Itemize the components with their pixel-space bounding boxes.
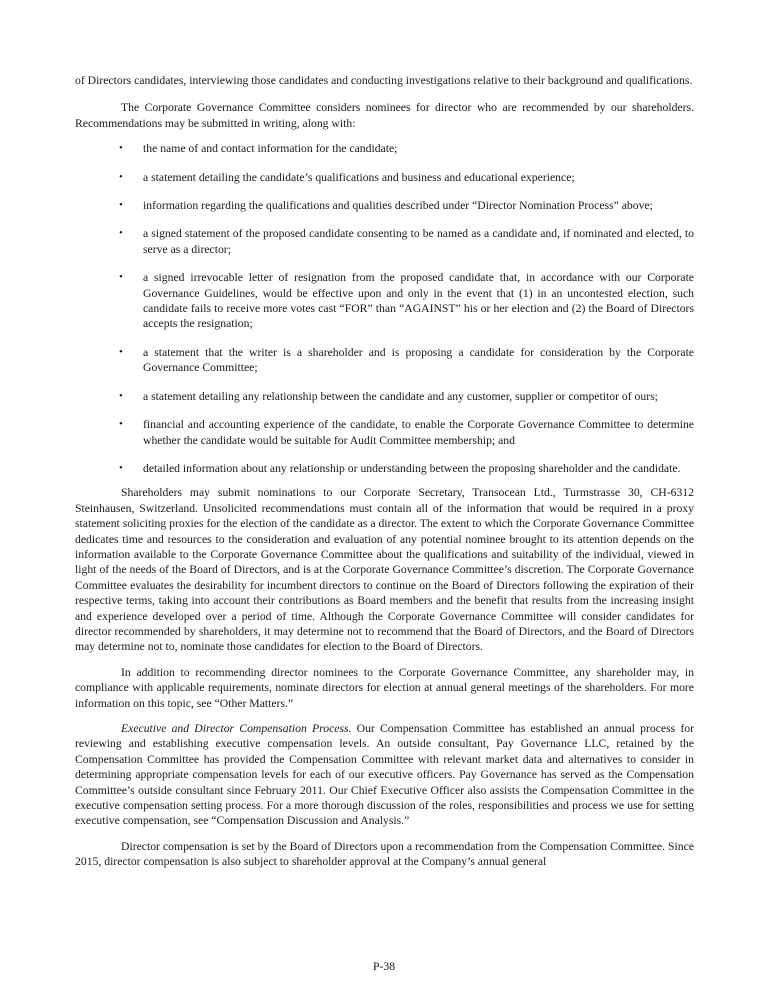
recommendation-requirements-list [75, 141, 694, 476]
document-page [75, 73, 694, 880]
list-item [75, 389, 694, 404]
page-number: P-38 [372, 960, 396, 973]
list-item [75, 141, 694, 156]
list-item [75, 345, 694, 376]
bullet-icon: • [119, 227, 123, 240]
list-item [75, 226, 694, 257]
list-item [75, 461, 694, 476]
list-item-text: a signed irrevocable letter of resignation from the proposed candidate that, in accordance with our Corporate Governance Guidelines, would be effective upon and only in the event that (1) in an uncontested election, such candidate fails to receive more votes cast “FOR” than “AGAINST” his or her election and (2) the Board of Directors accepts the resignation; [143, 271, 694, 331]
list-item-text: the name of and contact information for the candidate; [143, 142, 398, 156]
bullet-icon: • [119, 271, 123, 284]
list-item [75, 198, 694, 213]
compensation-body-text: Our Compensation Committee has established an annual process for reviewing and establishing executive compensation levels. An outside consultant, Pay Governance LLC, retained by the Compensation Committee has provided the Compensation Committee with relevant market data and alternatives to consider in determining appropriate compensation levels for each of our executive officers. Pay Governance has served as the Compensation Committee’s outside consultant since February 2011. Our Chief Executive Officer also assists the Compensation Committee in the executive compensation setting process. For a more thorough discussion of the roles, responsibilities and process we use for setting executive compensation, see “Compensation Discussion and Analysis.” [75, 722, 695, 828]
paragraph-shareholder-recommendations: The Corporate Governance Committee considers nominees for director who are recommended by our shareholders. Recommendations may be submitted in writing, along with: [75, 101, 694, 130]
paragraph-continuation: of Directors candidates, interviewing those candidates and conducting investigations relative to their background and qualifications. [75, 74, 693, 87]
list-item [75, 417, 694, 448]
list-item-text: detailed information about any relationship or understanding between the proposing shareholder and the candidate. [143, 461, 681, 475]
bullet-icon: • [119, 199, 123, 212]
list-item [75, 270, 694, 332]
list-item-text: a statement that the writer is a shareholder and is proposing a candidate for consideration by the Corporate Governance Committee; [143, 345, 694, 375]
paragraph-additional-nominations: In addition to recommending director nominees to the Corporate Governance Committee, any shareholder may, in compliance with applicable requirements, nominate directors for election at annual general meetings of the shareholders. For more information on this topic, see “Other Matters.” [75, 665, 694, 710]
paragraph-nominations: Shareholders may submit nominations to our Corporate Secretary, Transocean Ltd., Turmstrasse 30, CH-6312 Steinhausen, Switzerland. Unsolicited recommendations must contain all of the information that would be required in a proxy statement soliciting proxies for the election of the candidate as a director. The extent to which the Corporate Governance Committee dedicates time and resources to the consideration and evaluation of any potential nominee brought to its attention depends on the information available to the Corporate Governance Committee about the qualifications and suitability of the individual, viewed in light of the needs of the Board of Directors, and is at the Corporate Governance Committee’s discretion. The Corporate Governance Committee evaluates the desirability for incumbent directors to continue on the Board of Directors following the expiration of their respective terms, taking into account their contributions as Board members and the benefit that results from the increasing insight and experience developed over a period of time. Although the Corporate Governance Committee will consider candidates for director recommended by shareholders, it may determine not to recommend that the Board of Directors, and the Board of Directors may determine not to, nominate those candidates for election to the Board of Directors. [75, 486, 695, 654]
paragraph-compensation-process [75, 721, 694, 829]
bullet-icon: • [119, 142, 123, 155]
list-item-text: information regarding the qualifications and qualities described under “Director Nomination Process” above; [143, 199, 653, 213]
paragraph-director-compensation: Director compensation is set by the Board of Directors upon a recommendation from the Compensation Committee. Since 2015, director compensation is also subject to shareholder approval at the Company’s annual general [75, 839, 694, 869]
list-item-text: a statement detailing the candidate’s qualifications and business and educational experience; [143, 170, 575, 184]
bullet-icon: • [119, 418, 123, 431]
list-item-text: a signed statement of the proposed candidate consenting to be named as a candidate and, if nominated and elected, to serve as a director; [143, 227, 694, 256]
bullet-icon: • [119, 461, 123, 474]
bullet-icon: • [119, 170, 123, 183]
bullet-icon: • [119, 389, 123, 402]
compensation-run-in-heading: Executive and Director Compensation Process. [121, 722, 352, 735]
list-item-text: financial and accounting experience of the candidate, to enable the Corporate Governance Committee to determine whether the candidate would be suitable for Audit Committee membership; and [143, 418, 694, 447]
list-item-text: a statement detailing any relationship between the candidate and any customer, supplier or competitor of ours; [143, 389, 658, 403]
list-item [75, 170, 694, 185]
bullet-icon: • [119, 345, 123, 358]
